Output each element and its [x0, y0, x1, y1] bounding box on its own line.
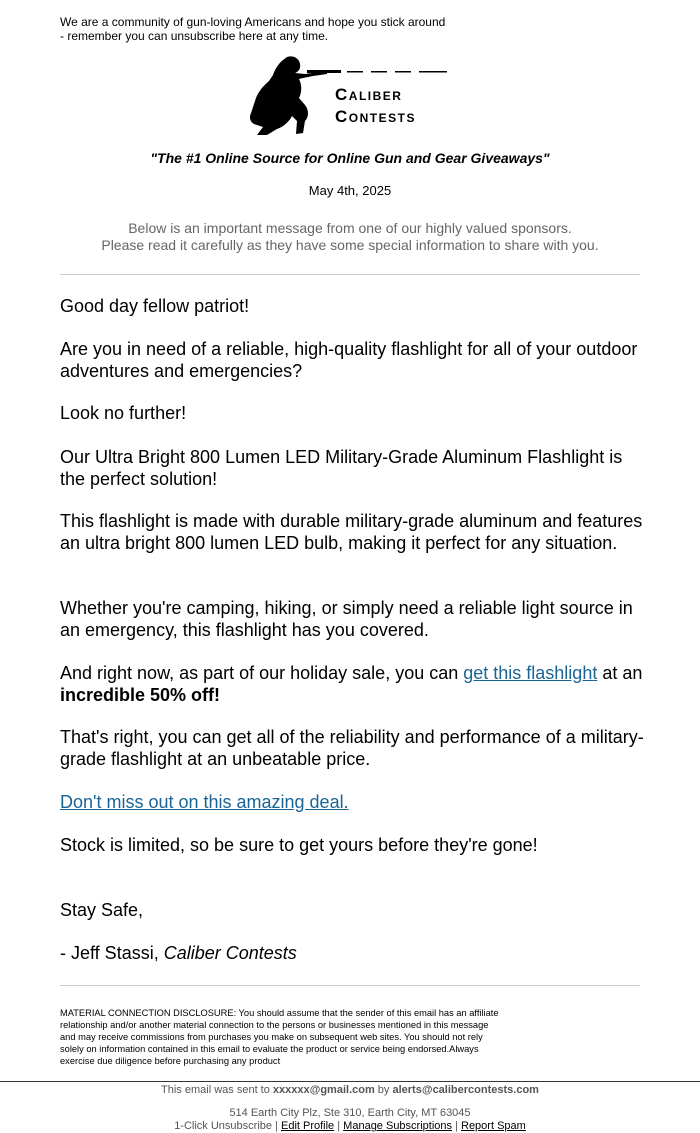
- footer-by: by: [374, 1084, 393, 1096]
- footer-divider: [0, 1081, 700, 1082]
- footer-separator: |: [452, 1120, 461, 1132]
- intro-text: [60, 15, 460, 43]
- paragraph-features: This flashlight is made with durable military-grade aluminum and features an ultra bright 800 lumen LED bulb, making it perfect for any situation.: [60, 511, 643, 553]
- greeting: Good day fellow patriot!: [60, 296, 250, 316]
- bottom-divider: [60, 985, 640, 986]
- sponsor-note: [0, 220, 700, 254]
- paragraph-need: Are you in need of a reliable, high-quality flashlight for all of your outdoor adventures and emergencies?: [60, 339, 638, 381]
- intro-line-2: - remember you can unsubscribe here at any time.: [60, 29, 329, 43]
- paragraph-deal: [60, 792, 645, 814]
- intro-line-1: We are a community of gun-loving Americans and hope you stick around: [60, 15, 446, 29]
- signature-name: - Jeff Stassi,: [60, 943, 164, 963]
- report-spam-link[interactable]: Report Spam: [461, 1120, 526, 1132]
- footer-separator: |: [334, 1120, 344, 1132]
- paragraph-look-no-further: Look no further!: [60, 403, 187, 423]
- get-flashlight-link[interactable]: get this flashlight: [463, 663, 598, 683]
- discount-highlight: incredible 50% off!: [60, 684, 221, 705]
- top-divider: [60, 274, 640, 275]
- signature-org: Caliber Contests: [163, 943, 297, 963]
- one-click-unsubscribe[interactable]: 1-Click Unsubscribe: [174, 1120, 272, 1132]
- sponsor-note-line-2: Please read it carefully as they have some special information to share with you.: [101, 237, 599, 253]
- logo-name-line-1: Caliber: [335, 85, 403, 104]
- logo-name-line-2: Contests: [335, 107, 416, 126]
- email-date: May 4th, 2025: [308, 183, 392, 198]
- sponsor-note-line-1: Below is an important message from one of our highly valued sponsors.: [128, 220, 572, 236]
- edit-profile-link[interactable]: Edit Profile: [280, 1120, 335, 1132]
- paragraph-value: That's right, you can get all of the reliability and performance of a military-grade flashlight at an unbeatable price.: [60, 727, 644, 769]
- footer-recipient: xxxxxx@gmail.com: [272, 1084, 375, 1096]
- footer-links: [0, 1120, 700, 1133]
- footer-sent-to: [0, 1084, 700, 1097]
- sale-text-before: And right now, as part of our holiday sale, you can: [60, 663, 464, 683]
- paragraph-use-cases: Whether you're camping, hiking, or simply need a reliable light source in an emergency, this flashlight has you covered.: [60, 598, 633, 640]
- manage-subscriptions-link[interactable]: Manage Subscriptions: [343, 1120, 453, 1132]
- tagline: "The #1 Online Source for Online Gun and Gear Giveaways": [150, 150, 550, 166]
- footer-address: 514 Earth City Plz, Ste 310, Earth City, MT 63045: [229, 1107, 471, 1119]
- footer-sent-prefix: This email was sent to: [161, 1084, 273, 1096]
- signature: [60, 943, 645, 965]
- caliber-contests-logo: [247, 55, 452, 137]
- signoff: Stay Safe,: [60, 900, 144, 920]
- paragraph-product: Our Ultra Bright 800 Lumen LED Military-Grade Aluminum Flashlight is the perfect solution!: [60, 447, 623, 489]
- deal-link[interactable]: Don't miss out on this amazing deal.: [60, 792, 349, 812]
- paragraph-sale: [60, 663, 645, 706]
- material-disclosure: MATERIAL CONNECTION DISCLOSURE: You should assume that the sender of this email has an affiliate relationship and/or another material connection to the persons or businesses mentioned in this message and may receive commissions from purchases you make on subsequent web sites. You should not rely solely on information contained in this email to evaluate the product or service being endorsed.Always exercise due diligence before purchasing any product: [60, 1008, 499, 1066]
- footer-separator: |: [272, 1120, 281, 1132]
- footer-sender: alerts@calibercontests.com: [392, 1084, 539, 1096]
- sale-text-after: at an: [597, 663, 643, 683]
- paragraph-stock: Stock is limited, so be sure to get yours before they're gone!: [60, 835, 538, 855]
